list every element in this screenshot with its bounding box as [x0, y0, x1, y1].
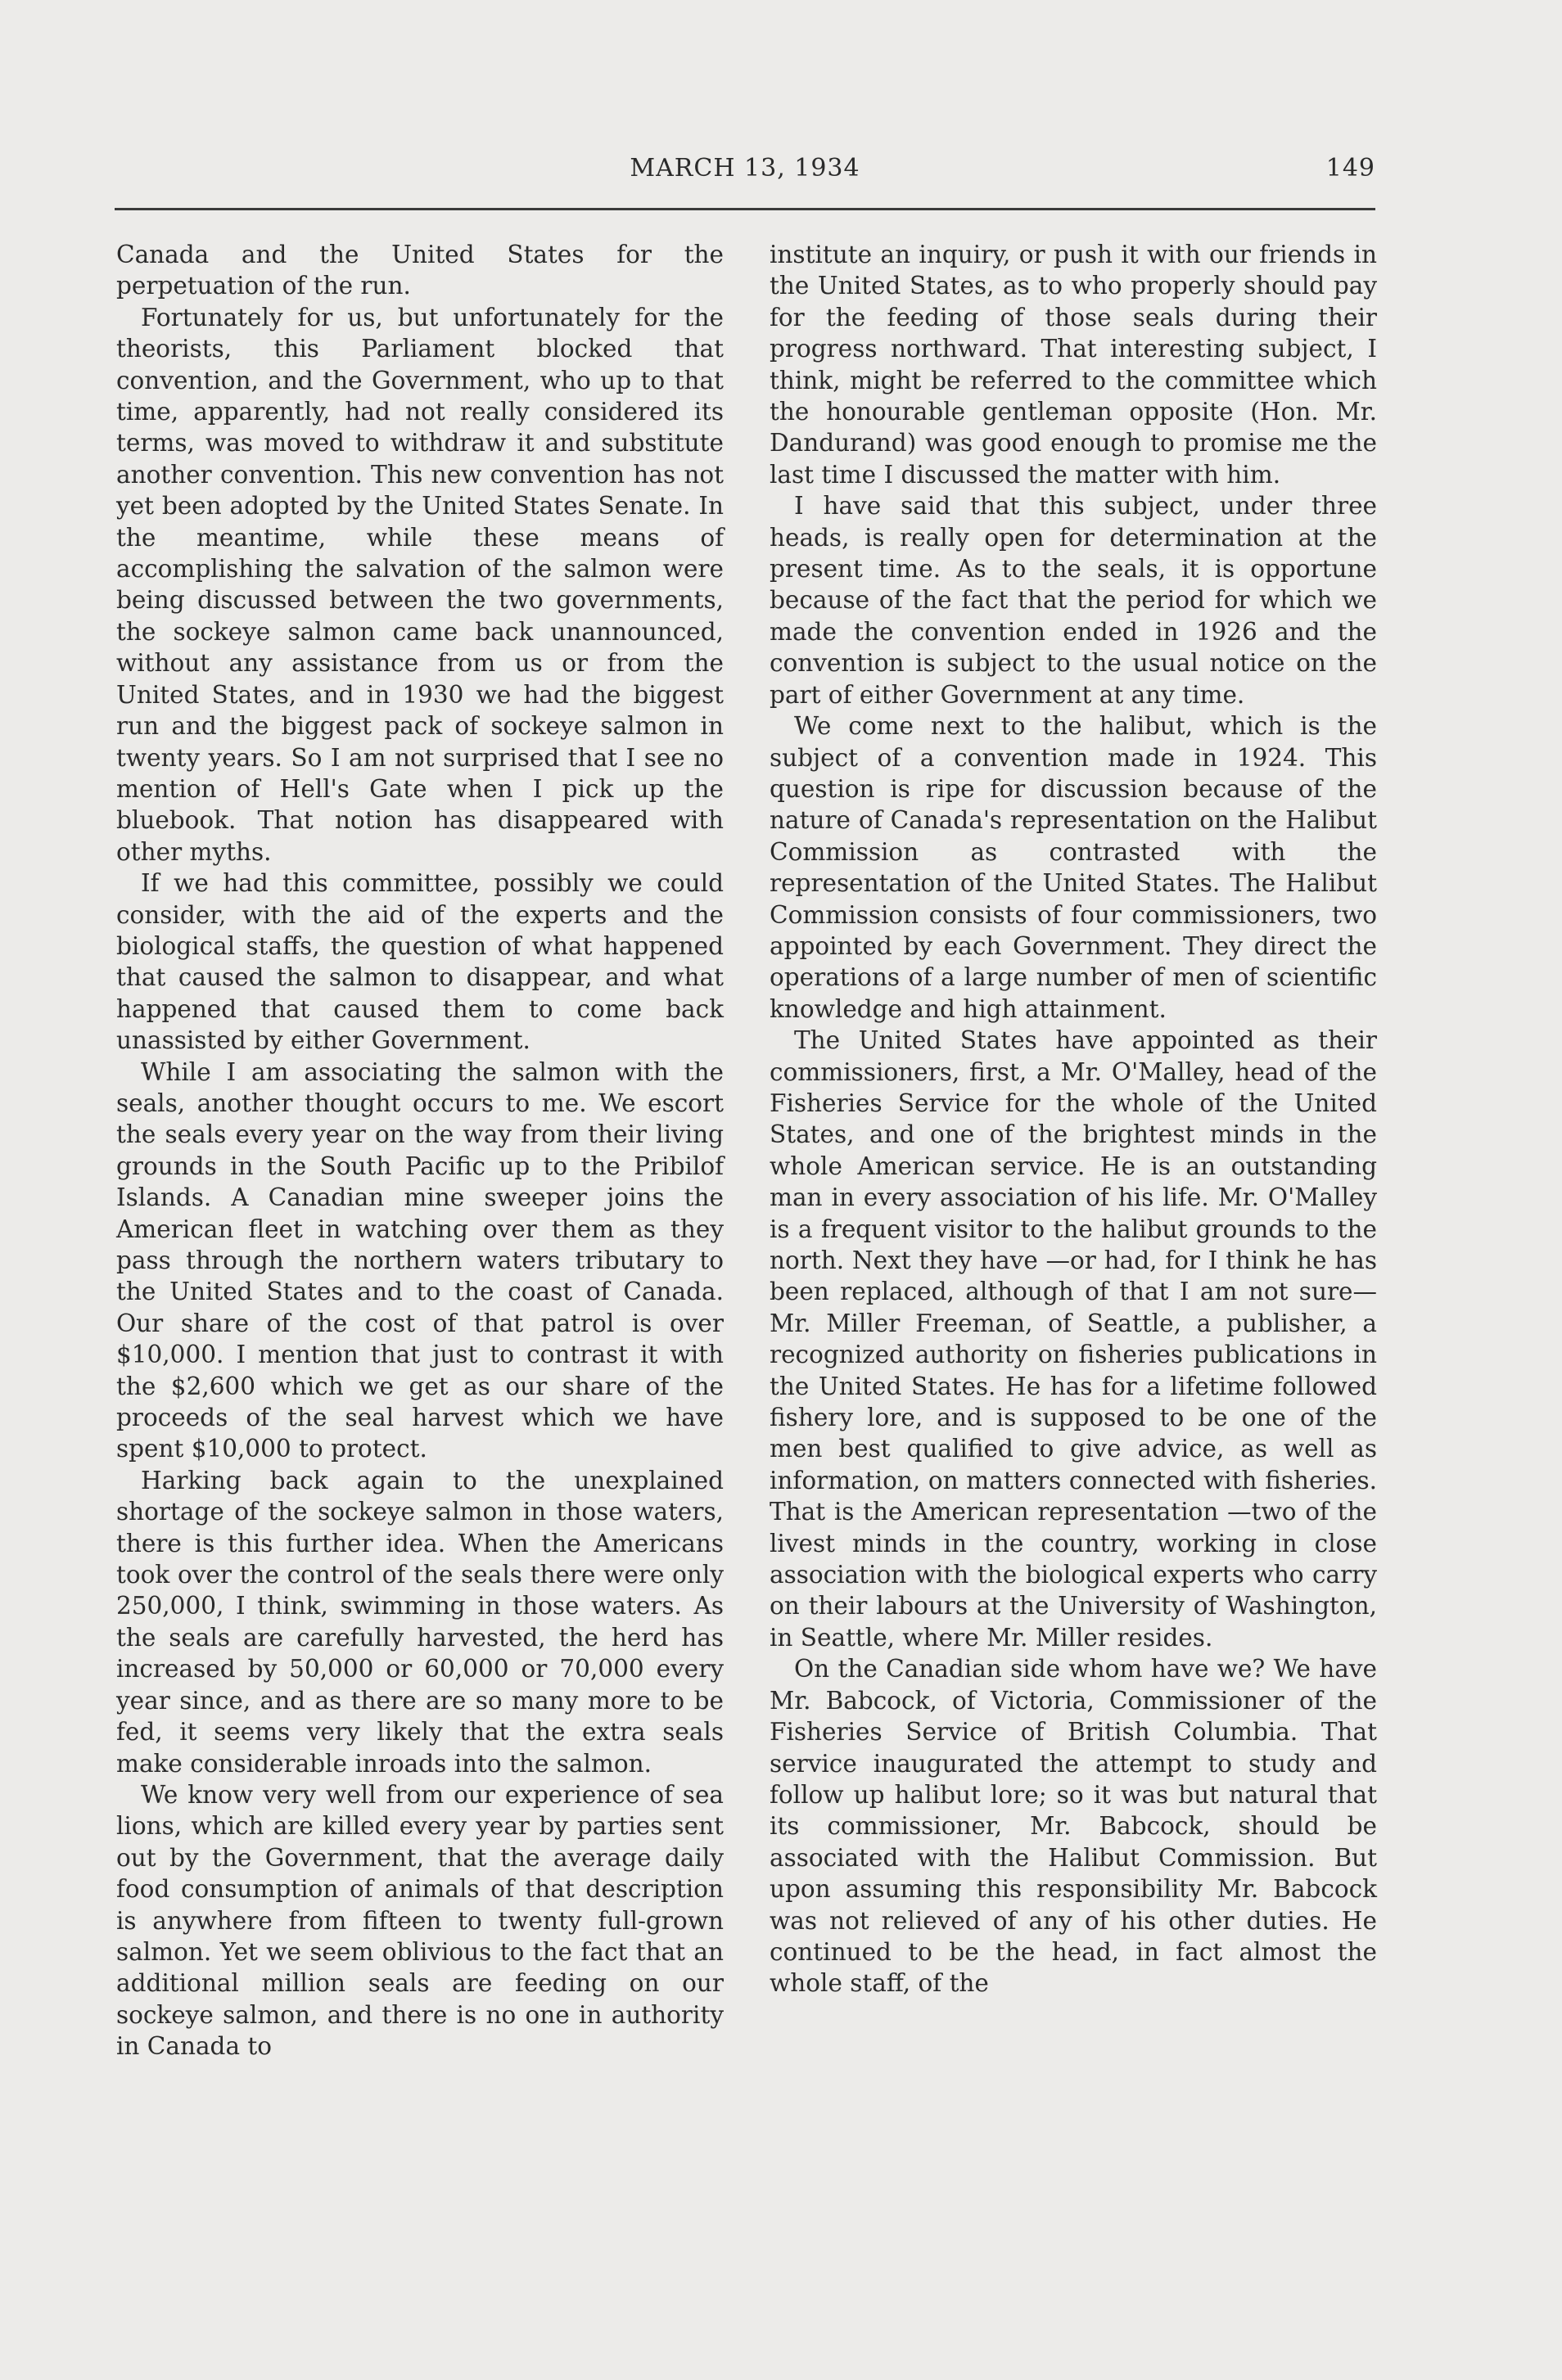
header-rule — [115, 208, 1375, 210]
page-number: 149 — [1325, 154, 1375, 183]
paragraph: On the Canadian side whom have we? We have Mr. Babcock, of Victoria, Commissioner of the Fisheries Service of British Columbia. That service inaugurated the attempt to study and follow up halibut lore; so it was but natural that its commissioner, Mr. Babcock, should be associated with the Halibut Commission. But upon assuming this responsibility Mr. Babcock was not relieved of any of his other duties. He continued to be the head, in fact almost the whole staff, of the — [770, 1655, 1377, 1998]
page-title: MARCH 13, 1934 — [630, 154, 860, 183]
paragraph: We know very well from our experience of sea lions, which are killed every year by parties sent out by the Government, that the average daily food consumption of animals of that description is anywhere from fifteen to twenty full-grown salmon. Yet we seem oblivious to the fact that an additional million seals are feeding on our sockeye salmon, and there is no one in authority in Canada to — [116, 1780, 724, 2061]
paragraph: Harking back again to the unexplained shortage of the sockeye salmon in those waters, there is this further idea. When the Americans took over the control of the seals there were only 250,000, I think, swimming in those waters. As the seals are carefully harvested, the herd has increased by 50,000 or 60,000 or 70,000 every year since, and as there are so many more to be fed, it seems very likely that the extra seals make considerable inroads into the salmon. — [116, 1466, 724, 1778]
paragraph: If we had this committee, possibly we could consider, with the aid of the experts and the biological staffs, the question of what happened that caused the salmon to disappear, and what happened that caused them to come back unassisted by either Government. — [116, 869, 724, 1055]
paragraph: The United States have appointed as their commissioners, first, a Mr. O'Malley, head of the Fisheries Service for the whole of the United States, and one of the brightest minds in the whole American service. He is an outstanding man in every association of his life. Mr. O'Malley is a frequent visitor to the halibut grounds to the north. Next they have —or had, for I think he has been replaced, although of that I am not sure—Mr. Miller Freeman, of Seattle, a publisher, a recognized authority on fisheries publications in the United States. He has for a lifetime followed fishery lore, and is supposed to be one of the men best qualified to give advice, as well as information, on matters connected with fisheries. That is the American representation —two of the livest minds in the country, working in close association with the biological experts who carry on their labours at the University of Washington, in Seattle, where Mr. Miller resides. — [770, 1026, 1377, 1652]
page-header — [115, 149, 1375, 190]
paragraph: I have said that this subject, under three heads, is really open for determination at the present time. As to the seals, it is opportune because of the fact that the period for which we made the convention ended in 1926 and the convention is subject to the usual notice on the part of either Government at any time. — [770, 492, 1377, 709]
left-column — [116, 239, 724, 2062]
paragraph: institute an inquiry, or push it with our friends in the United States, as to who properly should pay for the feeding of those seals during their progress northward. That interesting subject, I think, might be referred to the committee which the honourable gentleman opposite (Hon. Mr. Dandurand) was good enough to promise me the last time I discussed the matter with him. — [770, 241, 1377, 489]
paragraph: Canada and the United States for the perpetuation of the run. — [116, 241, 724, 300]
paragraph: We come next to the halibut, which is the subject of a convention made in 1924. This question is ripe for discussion because of the nature of Canada's representation on the Halibut Commission as contrasted with the representation of the United States. The Halibut Commission consists of four commissioners, two appointed by each Government. They direct the operations of a large number of men of scientific knowledge and high attainment. — [770, 712, 1377, 1023]
paragraph: While I am associating the salmon with the seals, another thought occurs to me. We escort the seals every year on the way from their living grounds in the South Pacific up to the Pribilof Islands. A Canadian mine sweeper joins the American fleet in watching over them as they pass through the northern waters tributary to the United States and to the coast of Canada. Our share of the cost of that patrol is over $10,000. I mention that just to contrast it with the $2,600 which we get as our share of the proceeds of the seal harvest which we have spent $10,000 to protect. — [116, 1057, 724, 1463]
paragraph: Fortunately for us, but unfortunately for the theorists, this Parliament blocked that convention, and the Government, who up to that time, apparently, had not really considered its terms, was moved to withdraw it and substitute another convention. This new convention has not yet been adopted by the United States Senate. In the meantime, while these means of accomplishing the salvation of the salmon were being discussed between the two governments, the sockeye salmon came back unannounced, without any assistance from us or from the United States, and in 1930 we had the biggest run and the biggest pack of sockeye salmon in twenty years. So I am not surprised that I see no mention of Hell's Gate when I pick up the bluebook. That notion has disappeared with other myths. — [116, 303, 724, 866]
right-column — [770, 239, 1377, 1999]
